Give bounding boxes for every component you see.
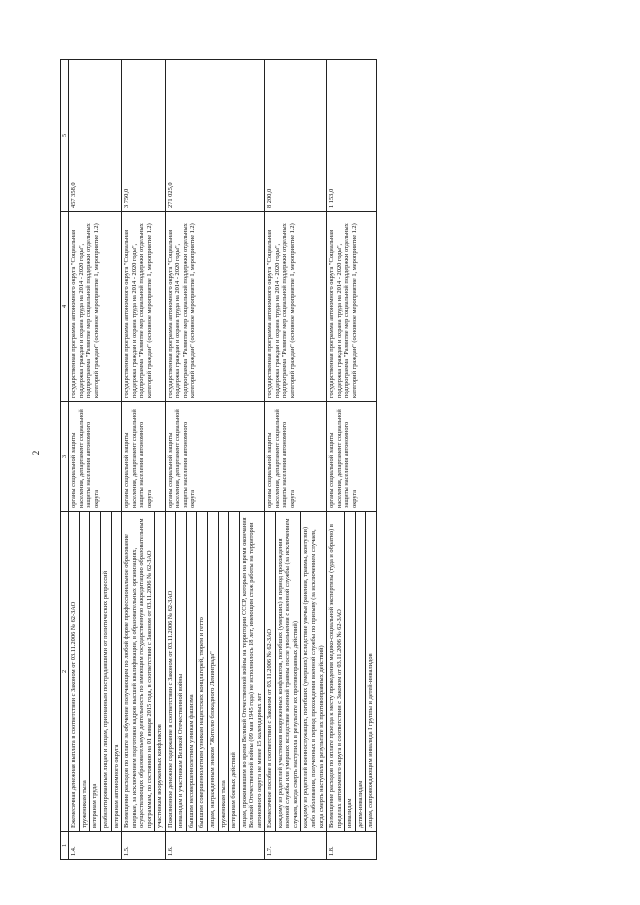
recipient-category: труженикам тыла xyxy=(218,512,229,832)
measure-title: Возмещение расходов по оплате проезда к месту проведения медико-социальной экспертизы (туда и обратно) в пределах автономного округа в соответствии с Законом от 03.11.2006 № 62-ЗАО xyxy=(327,512,345,832)
header-col-1: 1 xyxy=(61,832,69,860)
row-number: 1.5. xyxy=(122,832,166,860)
recipient-category: каждому из родителей участников вооруженных конфликтов, погибших (умерших) в период прохождения военной службы или умерших вследствие военной травмы после увольнения с военной службы (за исключением случаев, когда смерть наступила в результате их противоправных действий) xyxy=(275,512,301,832)
amount-cell: 1 153,0 xyxy=(327,60,377,212)
executor-cell: органы социальной защиты населения, департамент социальной защиты населения автономного округа xyxy=(165,402,264,512)
program-cell: государственная программа автономного округа "Социальная поддержка граждан и охрана труда на 2014 - 2020 годы", подпрограмма "Развитие мер социальной поддержки отдельных категорий граждан" (основное мероприятие 1, мероприятие 1.2) xyxy=(69,212,122,402)
recipient-category: ветеранам боевых действий xyxy=(229,512,240,832)
page-number xyxy=(24,0,48,905)
row-number: 1.7. xyxy=(265,832,327,860)
recipient-category: детям-инвалидам xyxy=(355,512,366,832)
recipient-category: лицам, сопровождающим инвалида I группы и детей-инвалидов xyxy=(366,512,377,832)
header-col-3: 3 xyxy=(61,402,69,512)
recipient-category: участникам вооруженных конфликтов xyxy=(155,512,166,832)
program-cell: государственная программа автономного округа "Социальная поддержка граждан и охрана труда на 2014 - 2020 годы", подпрограмма "Развитие мер социальной поддержки отдельных категорий граждан" (основное мероприятие 1, мероприятие 1.2) xyxy=(327,212,377,402)
table-row xyxy=(265,60,276,860)
row-number: 1.4. xyxy=(69,832,122,860)
amount-cell: 3 750,0 xyxy=(122,60,166,212)
table-row xyxy=(69,60,80,860)
recipient-category: лицам, проживавшим во время Великой Отечественной войны на территории СССР, которым на время окончания Великой Отечественной войны (09 мая 1945 года) не исполнилось 18 лет, имеющим стаж работы на территории автономного округа не менее 15 календарных лет xyxy=(239,512,265,832)
program-cell: государственная программа автономного округа "Социальная поддержка граждан и охрана труда на 2014 - 2020 годы", подпрограмма "Развитие мер социальной поддержки отдельных категорий граждан" (основное мероприятие 1, мероприятие 1.2) xyxy=(122,212,166,402)
recipient-category: бывшим несовершеннолетним узникам фашизма xyxy=(186,512,197,832)
recipient-category: ветеранам автономного округа xyxy=(111,512,122,832)
recipient-category: лицам, награжденным знаком "Жителю блокадного Ленинграда" xyxy=(207,512,218,832)
header-col-2: 2 xyxy=(61,512,69,832)
measure-title: Пожизненное денежное содержание в соответствии с Законом от 03.11.2006 № 62-ЗАО xyxy=(165,512,176,832)
recipient-category: каждому из родителей военнослужащих, погибших (умерших) вследствие увечья (ранения, травмы, контузии) либо заболевания, полученных в период прохождения военной службы по призыву (за исключением случаев, когда смерть наступила в результате их противоправных действий) xyxy=(301,512,327,832)
measures-table xyxy=(60,59,377,860)
recipient-category: инвалидам xyxy=(345,512,356,832)
recipient-category: труженикам тыла xyxy=(79,512,90,832)
measure-title: Возмещение расходов по оплате за обучение получающим по любой форме профессиональное образование впервые, за исключением подготовки кадров высшей квалификации, в образовательных организациях, осуществляющих образовательную деятельность по имеющим государственную аккредитацию образовательным программам, по состоянию на 01 января 2015 года, в соответствии с Законом от 03.11.2006 № 62-ЗАО xyxy=(122,512,155,832)
program-cell: государственная программа автономного округа "Социальная поддержка граждан и охрана труда на 2014 - 2020 годы", подпрограмма "Развитие мер социальной поддержки отдельных категорий граждан" (основное мероприятие 1, мероприятие 1.2) xyxy=(265,212,327,402)
measure-title: Ежемесячная денежная выплата в соответствии с Законом от 03.11.2006 № 62-ЗАО xyxy=(69,512,80,832)
executor-cell: органы социальной защиты населения, департамент социальной защиты населения автономного округа xyxy=(265,402,327,512)
recipient-category: инвалидам и участникам Великой Отечественной войны xyxy=(176,512,187,832)
row-number: 1.6. xyxy=(165,832,264,860)
table-row xyxy=(122,60,155,860)
executor-cell: органы социальной защиты населения, департамент социальной защиты населения автономного округа xyxy=(122,402,166,512)
header-col-4: 4 xyxy=(61,212,69,402)
program-cell: государственная программа автономного округа "Социальная поддержка граждан и охрана труда на 2014 - 2020 годы", подпрограмма "Развитие мер социальной поддержки отдельных категорий граждан" (основное мероприятие 1, мероприятие 1.2) xyxy=(165,212,264,402)
amount-cell: 271 025,0 xyxy=(165,60,264,212)
executor-cell: органы социальной защиты населения, департамент социальной защиты населения автономного округа xyxy=(327,402,377,512)
page-number-label: 2 xyxy=(31,450,41,455)
header-col-5: 5 xyxy=(61,60,69,212)
header-row xyxy=(61,60,69,860)
measure-title: Ежемесячное пособие в соответствии с Законом от 03.11.2006 № 62-ЗАО xyxy=(265,512,276,832)
document-sheet xyxy=(60,60,615,860)
table-row xyxy=(327,60,345,860)
recipient-category: бывшим совершеннолетним узникам нацистских концлагерей, тюрем и гетто xyxy=(197,512,208,832)
executor-cell: органы социальной защиты населения, департамент социальной защиты населения автономного округа xyxy=(69,402,122,512)
amount-cell: 8 200,0 xyxy=(265,60,327,212)
table-row xyxy=(165,60,176,860)
row-number: 1.8. xyxy=(327,832,377,860)
amount-cell: 457 358,0 xyxy=(69,60,122,212)
recipient-category: реабилитированным лицам и лицам, признанным пострадавшими от политических репрессий xyxy=(100,512,111,832)
recipient-category: ветеранам труда xyxy=(90,512,101,832)
